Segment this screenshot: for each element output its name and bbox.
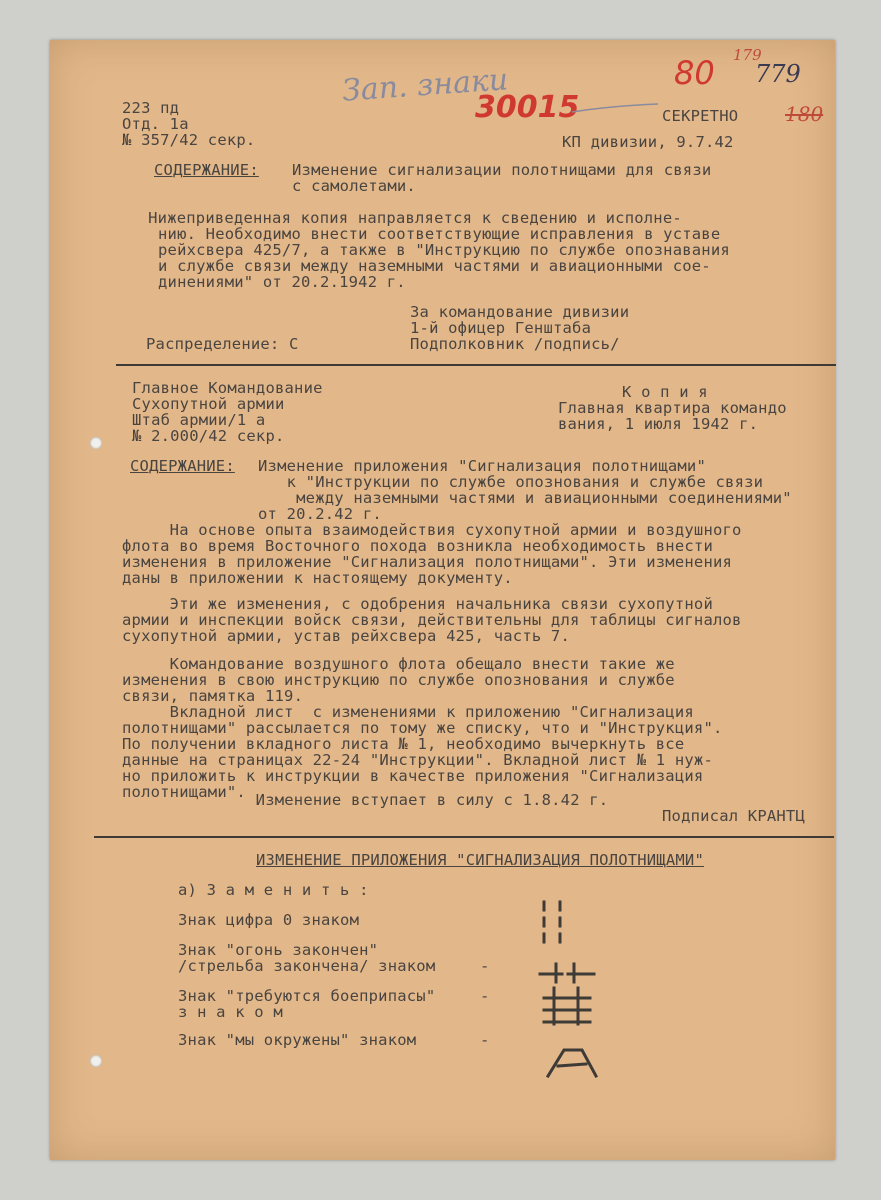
appendix-title: ИЗМЕНЕНИЕ ПРИЛОЖЕНИЯ "СИГНАЛИЗАЦИЯ ПОЛОТНИЩАМИ" <box>256 851 704 869</box>
signal-symbol-zero-icon <box>536 896 576 952</box>
p4-line-5: но приложить к инструкции в качестве приложения "Сигнализация <box>122 767 704 785</box>
p4-line-1: Вкладной лист с изменениями к приложению "Сигнализация <box>122 703 694 721</box>
item-3-line-2: з н а к о м <box>178 1003 283 1021</box>
signal-symbol-surrounded-icon <box>542 1044 602 1080</box>
body-line-2: нию. Необходимо внести соответствующие исправления в уставе <box>158 225 721 243</box>
copy-subject-line-1: Изменение приложения "Сигнализация полотнищами" <box>258 457 706 475</box>
unit-line-1: 223 пд <box>122 99 180 117</box>
p4-line-3: По получении вкладного листа № 1, необходимо вычеркнуть все <box>122 735 685 753</box>
page-number-crossed: 180 <box>785 102 824 126</box>
unit-line-3: № 357/42 секр. <box>122 131 256 149</box>
effective-date: Изменение вступает в силу с 1.8.42 г. <box>208 791 609 809</box>
p3-line-1: Командование воздушного флота обещало внести такие же <box>122 655 675 673</box>
issuer-line-3: Штаб армии/1 а <box>132 411 266 429</box>
hq-line-1: Главная квартира командо <box>558 399 787 417</box>
body-line-1: Нижеприведенная копия направляется к сведению и исполне- <box>110 209 682 227</box>
p3-line-2: изменения в свою инструкцию по службе опознования и службе <box>122 671 675 689</box>
place-date: КП дивизии, 9.7.42 <box>562 133 734 151</box>
signature-line-3: Подполковник /подпись/ <box>410 335 620 353</box>
p3-line-3: связи, памятка 119. <box>122 687 304 705</box>
punch-hole-top <box>90 437 102 449</box>
document-sheet <box>50 40 835 1160</box>
signal-symbol-ammunition-icon <box>540 984 596 1030</box>
body-line-3: рейхсвера 425/7, а также в "Инструкцию по службе опознавания <box>158 241 730 259</box>
item-2-line-2: /стрельба закончена/ знаком <box>178 957 436 975</box>
archive-number: 30015 <box>475 90 580 125</box>
issuer-line-1: Главное Командование <box>132 379 323 397</box>
item-2-line-1: Знак "огонь закончен" <box>178 941 379 959</box>
page-number-red: 80 <box>674 54 715 92</box>
item-3-line-1: Знак "требуются боеприпасы" <box>178 987 436 1005</box>
p2-line-2: армии и инспекции войск связи, действительны для таблицы сигналов <box>122 611 742 629</box>
pencil-note: Зап. знаки <box>340 62 510 109</box>
secret-mark: СЕКРЕТНО <box>662 107 739 125</box>
copy-label: К о п и я <box>622 383 708 401</box>
appendix-subtitle: а) З а м е н и т ь : <box>178 881 369 899</box>
signature-line-2: 1-й офицер Генштаба <box>410 319 592 337</box>
p2-line-1: Эти же изменения, с одобрения начальника связи сухопутной <box>122 595 713 613</box>
item-3-dash: - <box>480 987 490 1005</box>
p4-line-4: данные на страницах 22-24 "Инструкции". Вкладной лист № 1 нуж- <box>122 751 713 769</box>
p4-line-6: полотнищами". <box>122 783 246 801</box>
p1-line-2: флота во время Восточного похода возникла необходимость внести <box>122 537 713 555</box>
distribution: Распределение: С <box>146 335 299 353</box>
subject-line-2: с самолетами. <box>292 177 416 195</box>
p4-line-2: полотнищами" рассылается по тому же списку, что и "Инструкция". <box>122 719 723 737</box>
issuer-line-4: № 2.000/42 секр. <box>132 427 285 445</box>
signed-by: Подписал КРАНТЦ <box>662 807 805 825</box>
item-4-dash: - <box>480 1031 490 1049</box>
copy-subject-line-2: к "Инструкции по службе опознования и службе связи <box>258 473 764 491</box>
divider-bottom <box>94 836 834 838</box>
signature-line-1: За командование дивизии <box>410 303 630 321</box>
divider-top <box>116 364 836 366</box>
page-number-small: 179 <box>733 46 762 64</box>
subject-line-1: Изменение сигнализации полотнищами для связи <box>292 161 712 179</box>
body-line-4: и службе связи между наземными частями и авиационными сое- <box>158 257 711 275</box>
item-1-line-1: Знак цифра 0 знаком <box>178 911 360 929</box>
signal-symbol-fire-ended-icon <box>536 960 600 986</box>
copy-subject-line-3: между наземными частями и авиационными соединениями" <box>258 489 792 507</box>
page-number-pen: 779 <box>755 60 801 88</box>
punch-hole-bottom <box>90 1055 102 1067</box>
p1-line-4: даны в приложении к настоящему документу. <box>122 569 513 587</box>
item-2-dash: - <box>480 957 490 975</box>
item-4-line-1: Знак "мы окружены" знаком <box>178 1031 417 1049</box>
p1-line-1: На основе опыта взаимодействия сухопутной армии и воздушного <box>122 521 742 539</box>
copy-subject-line-4: от 20.2.42 г. <box>258 505 382 523</box>
p1-line-3: изменения в приложение "Сигнализация полотнищами". Эти изменения <box>122 553 733 571</box>
unit-line-2: Отд. 1а <box>122 115 189 133</box>
body-line-5: динениями" от 20.2.1942 г. <box>158 273 406 291</box>
pencil-stroke <box>570 98 660 118</box>
copy-subject-label: СОДЕРЖАНИЕ: <box>130 457 235 475</box>
issuer-line-2: Сухопутной армии <box>132 395 285 413</box>
subject-label: СОДЕРЖАНИЕ: <box>154 161 259 179</box>
hq-line-2: вания, 1 июля 1942 г. <box>558 415 759 433</box>
p2-line-3: сухопутной армии, устав рейхсвера 425, часть 7. <box>122 627 570 645</box>
